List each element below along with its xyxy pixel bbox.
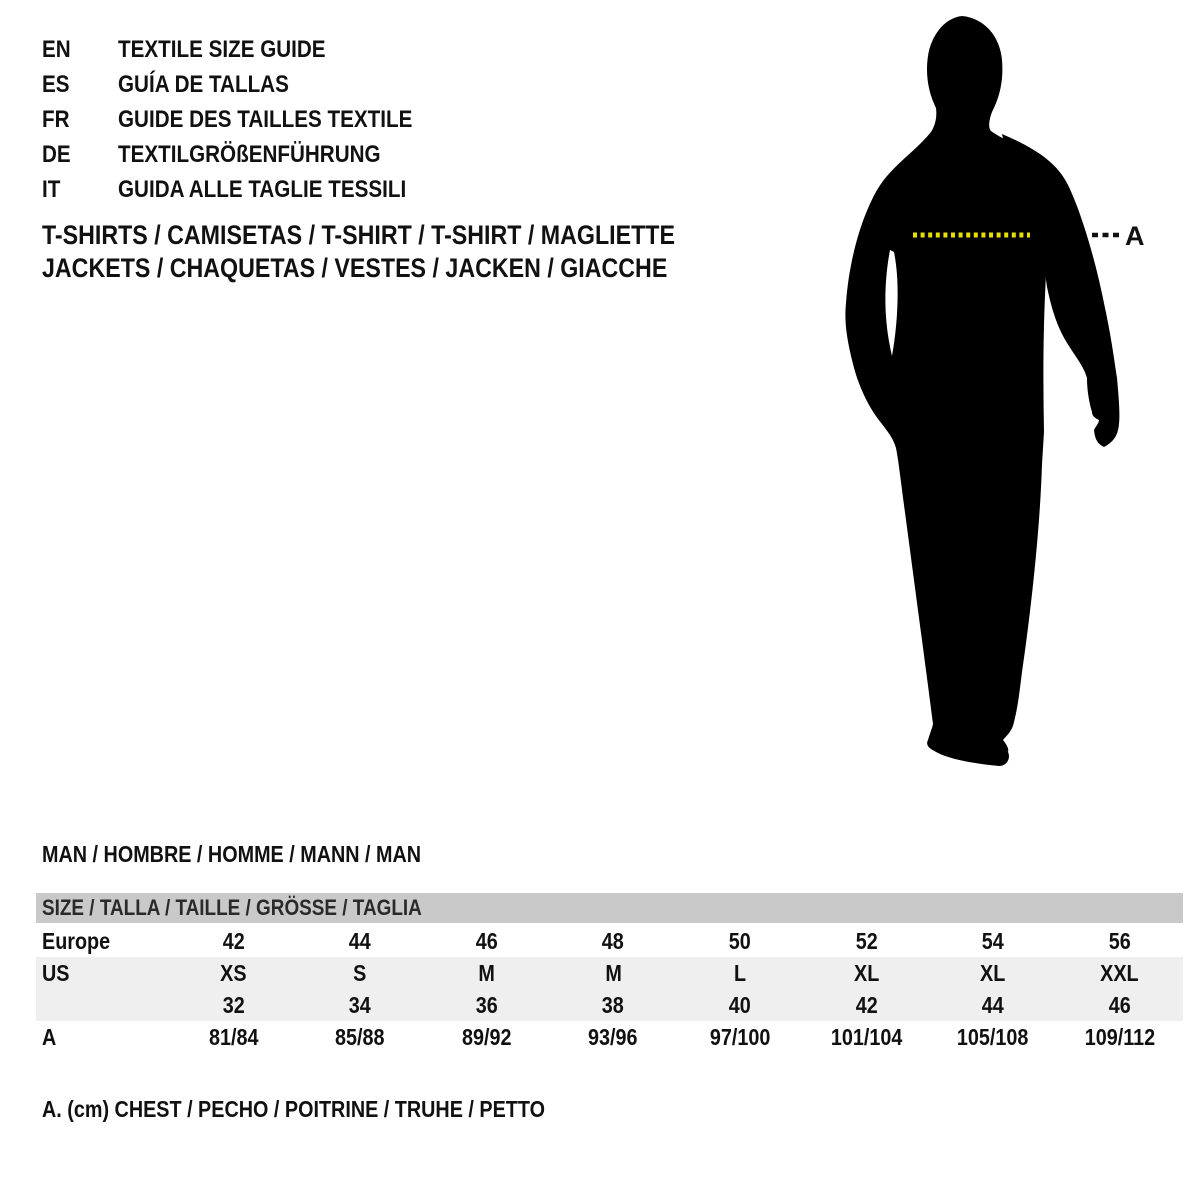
table-cell: 85/88 xyxy=(335,1023,385,1050)
language-row-it xyxy=(42,172,460,207)
language-title: TEXTILGRÖßENFÜHRUNG xyxy=(118,140,381,168)
size-table-rows xyxy=(36,925,1183,1053)
size-table xyxy=(36,893,1183,1053)
language-row-fr xyxy=(42,102,460,137)
language-row-de xyxy=(42,137,460,172)
table-cell: 93/96 xyxy=(588,1023,638,1050)
table-cell: 89/92 xyxy=(461,1023,512,1050)
table-cell: 36 xyxy=(475,991,498,1018)
table-cell: 46 xyxy=(475,927,498,954)
table-cell: 52 xyxy=(855,927,878,954)
table-cell: 42 xyxy=(855,991,878,1018)
table-row-europe xyxy=(36,925,1183,957)
table-cell: XS xyxy=(220,959,247,986)
category-jackets: JACKETS / CHAQUETAS / VESTES / JACKEN / GIACCHE xyxy=(42,253,668,283)
table-cell: 40 xyxy=(728,991,751,1018)
table-cell: 32 xyxy=(222,991,245,1018)
table-cell: 54 xyxy=(982,927,1005,954)
table-cell: M xyxy=(478,959,495,986)
table-cell: 46 xyxy=(1108,991,1131,1018)
table-cell: XXL xyxy=(1100,959,1139,986)
table-cell: M xyxy=(604,959,622,986)
measurement-footnote: A. (cm) CHEST / PECHO / POITRINE / TRUHE / PETTO xyxy=(42,1096,545,1122)
language-title: GUIDE DES TAILLES TEXTILE xyxy=(118,105,413,133)
table-cell: 34 xyxy=(348,991,371,1018)
table-cell: 38 xyxy=(602,991,625,1018)
section-title-man: MAN / HOMBRE / HOMME / MANN / MAN xyxy=(42,841,422,867)
table-cell: 48 xyxy=(602,927,625,954)
category-tshirts: T-SHIRTS / CAMISETAS / T-SHIRT / T-SHIRT / MAGLIETTE xyxy=(42,220,675,250)
language-row-en xyxy=(42,32,460,67)
table-cell: S xyxy=(353,959,367,986)
garment-categories xyxy=(42,219,778,285)
language-row-es xyxy=(42,67,460,102)
man-body-shape xyxy=(845,16,1047,766)
language-code: IT xyxy=(42,175,61,203)
table-cell: L xyxy=(733,959,746,986)
table-cell: 105/108 xyxy=(957,1023,1029,1050)
language-title: TEXTILE SIZE GUIDE xyxy=(118,35,326,63)
table-row-chest-cm xyxy=(36,1021,1183,1053)
table-row-us xyxy=(36,957,1183,989)
language-title: GUÍA DE TALLAS xyxy=(118,70,289,98)
table-cell: 42 xyxy=(222,927,245,954)
language-code: DE xyxy=(42,140,71,168)
table-cell: 97/100 xyxy=(709,1023,771,1050)
row-label: Europe xyxy=(42,927,111,954)
table-cell: 101/104 xyxy=(830,1023,903,1050)
table-cell: XL xyxy=(853,959,880,986)
language-code: FR xyxy=(42,105,70,133)
language-code: EN xyxy=(42,35,71,63)
language-code: ES xyxy=(42,70,70,98)
table-cell: 81/84 xyxy=(208,1023,259,1050)
row-label: A xyxy=(42,1023,57,1050)
language-list xyxy=(42,32,460,207)
language-title: GUIDA ALLE TAGLIE TESSILI xyxy=(118,175,407,203)
table-cell: 44 xyxy=(982,991,1005,1018)
chest-measure-label: A xyxy=(1125,221,1145,251)
table-cell: 44 xyxy=(348,927,371,954)
table-row-alt-size xyxy=(36,989,1183,1021)
table-cell: 56 xyxy=(1108,927,1131,954)
table-cell: XL xyxy=(980,959,1006,986)
size-table-header-label: SIZE / TALLA / TAILLE / GRÖSSE / TAGLIA xyxy=(42,895,422,920)
size-table-header xyxy=(36,893,1183,923)
row-label: US xyxy=(42,959,70,986)
table-cell: 109/112 xyxy=(1084,1023,1155,1050)
table-cell: 50 xyxy=(728,927,751,954)
